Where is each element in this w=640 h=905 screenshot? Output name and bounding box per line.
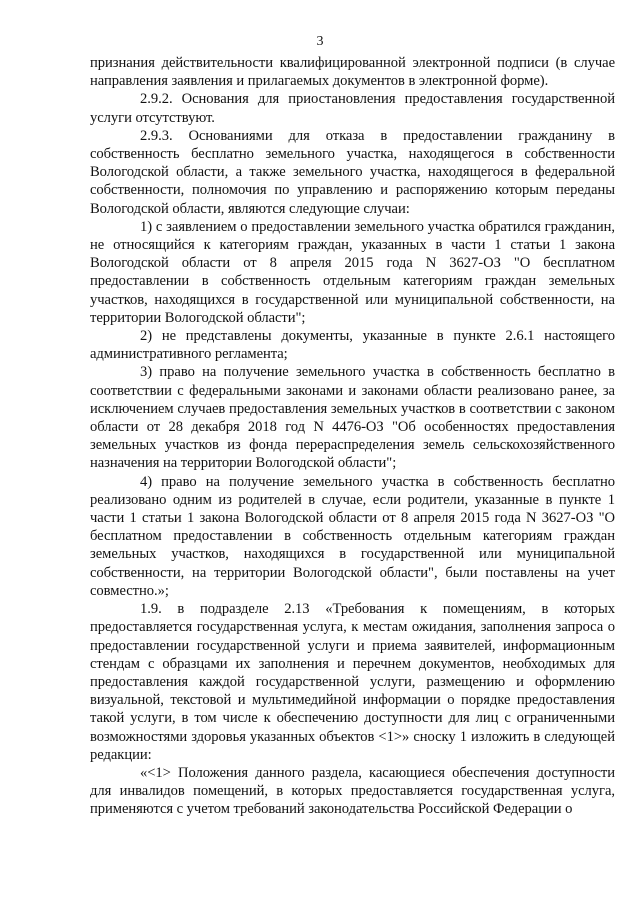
- paragraph: «<1> Положения данного раздела, касающиеся обеспечения доступности для инвалидов помещений, в которых предоставляется государственная услуга, применяются с учетом требований законодательства Российской Федерации о: [90, 764, 615, 818]
- paragraph: 2.9.3. Основаниями для отказа в предоставлении гражданину в собственность бесплатно земельного участка, находящегося в собственности Вологодской области, а также земельного участка, находящегося в федеральной собственности, полномочия по управлению и распоряжению которым переданы Вологодской области, являются следующие случаи:: [90, 127, 615, 217]
- paragraph: 1) с заявлением о предоставлении земельного участка обратился гражданин, не относящийся к категориям граждан, указанных в части 1 статьи 1 закона Вологодской области от 8 апреля 2015 года N 3627-ОЗ "О бесплатном предоставлении в собственность отдельным категориям граждан земельных участков, находящихся в государственной или муниципальной собственности, на территории Вологодской области";: [90, 218, 615, 326]
- paragraph: признания действительности квалифицированной электронной подписи (в случае направления заявления и прилагаемых документов в электронной форме).: [90, 55, 615, 90]
- paragraph: 4) право на получение земельного участка в собственность бесплатно реализовано одним из родителей в случае, если родители, указанные в пункте 1 части 1 статьи 1 закона Вологодской области от 8 апреля 2015 года N 3627-ОЗ "О бесплатном предоставлении в собственность отдельным категориям граждан земельных участков, находящихся в государственной или муниципальной собственности, на территории Вологодской области", были поставлены на учет совместно.»;: [90, 473, 615, 599]
- paragraph: 2.9.2. Основания для приостановления предоставления государственной услуги отсутствуют.: [90, 91, 615, 126]
- page-number: 3: [316, 34, 324, 49]
- paragraph: 1.9. в подразделе 2.13 «Требования к помещениям, в которых предоставляется государственная услуга, к местам ожидания, заполнения запроса о предоставлении государственной услуги и приема заявителей, информационным стендам с образцами их заполнения и перечнем документов, необходимых для предоставления каждой государственной услуги, размещению и оформлению визуальной, текстовой и мультимедийной информации о порядке предоставления такой услуги, в том числе к обеспечению доступности для лиц с ограниченными возможностями здоровья указанных объектов <1>» сноску 1 изложить в следующей редакции:: [90, 601, 615, 763]
- document-body: [90, 54, 615, 819]
- paragraph: 2) не представлены документы, указанные в пункте 2.6.1 настоящего административного регламента;: [90, 328, 615, 363]
- paragraph: 3) право на получение земельного участка в собственность бесплатно в соответствии с федеральными законами и законами области реализовано ранее, за исключением случаев предоставления земельных участков в соответствии с законом области от 28 декабря 2018 год N 4476-ОЗ "Об особенностях предоставления земельных участков из фонда перераспределения земель сельскохозяйственного назначения на территории Вологодской области";: [90, 364, 615, 472]
